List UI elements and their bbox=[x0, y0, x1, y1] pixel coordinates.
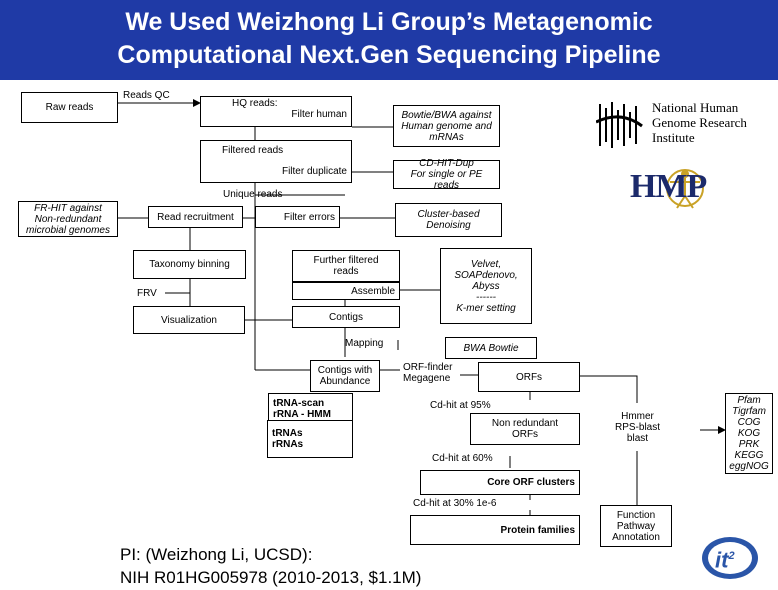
box-bowtie-bwa: Bowtie/BWA against Human genome and mRNAs bbox=[393, 105, 500, 147]
box-visualization: Visualization bbox=[133, 306, 245, 334]
box-cd-hit-dup: CD-HIT-Dup For single or PE reads bbox=[393, 160, 500, 189]
box-bwa-bowtie: BWA Bowtie bbox=[445, 337, 537, 359]
box-trnas-rrnas: tRNAs rRNAs bbox=[267, 420, 353, 458]
box-raw-reads: Raw reads bbox=[21, 92, 118, 123]
box-cluster-denoising: Cluster-based Denoising bbox=[395, 203, 502, 237]
label-orf-finder: ORF-finder Megagene bbox=[403, 362, 453, 384]
box-further-filtered: Further filtered reads bbox=[292, 250, 400, 282]
it2-sup: 2 bbox=[728, 550, 735, 562]
box-assemble: Assemble bbox=[292, 282, 400, 300]
hmp-logo bbox=[630, 160, 730, 215]
box-contigs-abundance: Contigs with Abundance bbox=[310, 360, 380, 392]
label-mapping: Mapping bbox=[345, 338, 384, 349]
box-read-recruitment: Read recruitment bbox=[148, 206, 243, 228]
label-frv: FRV bbox=[133, 283, 165, 303]
dna-icon bbox=[596, 100, 646, 150]
label-filter-human: Filter human bbox=[291, 109, 347, 120]
label-cd-hit-95: Cd-hit at 95% bbox=[430, 400, 491, 411]
box-fr-hit: FR-HIT against Non-redundant microbial genomes bbox=[18, 201, 118, 237]
label-filter-duplicate: Filter duplicate bbox=[281, 166, 347, 177]
hmp-text: HMP bbox=[630, 168, 707, 205]
box-orfs: ORFs bbox=[478, 362, 580, 392]
pi-text bbox=[120, 543, 421, 589]
it2-main: it bbox=[715, 547, 729, 573]
nhgri-text: National Human Genome Research Institute bbox=[652, 100, 747, 145]
box-core-orf-clusters: Core ORF clusters bbox=[420, 470, 580, 495]
label-unique-reads: Unique reads bbox=[223, 189, 283, 200]
title-line-2: Computational Next.Gen Sequencing Pipeline bbox=[117, 41, 661, 69]
box-pfam: Pfam Tigrfam COG KOG PRK KEGG eggNOG bbox=[725, 393, 773, 474]
pi-line-2: NIH R01HG005978 (2010-2013, $1.1M) bbox=[120, 568, 422, 587]
box-contigs: Contigs bbox=[292, 306, 400, 328]
box-hq-reads bbox=[200, 96, 352, 127]
box-protein-families: Protein families bbox=[410, 515, 580, 545]
box-velvet: Velvet, SOAPdenovo, Abyss ------ K-mer setting bbox=[440, 248, 532, 324]
box-filter-errors: Filter errors bbox=[255, 206, 340, 228]
it2-text bbox=[715, 544, 735, 572]
label-cd-hit-60: Cd-hit at 60% bbox=[432, 453, 493, 464]
box-non-redundant-orfs: Non redundant ORFs bbox=[470, 413, 580, 445]
pi-line-1: PI: (Weizhong Li, UCSD): bbox=[120, 545, 313, 564]
box-filtered-reads bbox=[200, 140, 352, 183]
box-taxonomy-binning: Taxonomy binning bbox=[133, 250, 246, 279]
label-hmmer: Hmmer RPS-blast blast bbox=[610, 403, 665, 451]
title-line-1: We Used Weizhong Li Group’s Metagenomic bbox=[125, 8, 653, 36]
box-function-annotation: Function Pathway Annotation bbox=[600, 505, 672, 547]
it2-logo bbox=[700, 535, 760, 581]
label-hq-reads: HQ reads: bbox=[232, 98, 278, 109]
label-cd-hit-30: Cd-hit at 30% 1e-6 bbox=[413, 498, 497, 509]
nhgri-logo bbox=[596, 100, 774, 152]
label-filtered-reads: Filtered reads bbox=[222, 145, 284, 156]
box-trna-scan: tRNA-scan rRNA - HMM bbox=[268, 393, 353, 425]
label-reads-qc: Reads QC bbox=[123, 90, 170, 101]
